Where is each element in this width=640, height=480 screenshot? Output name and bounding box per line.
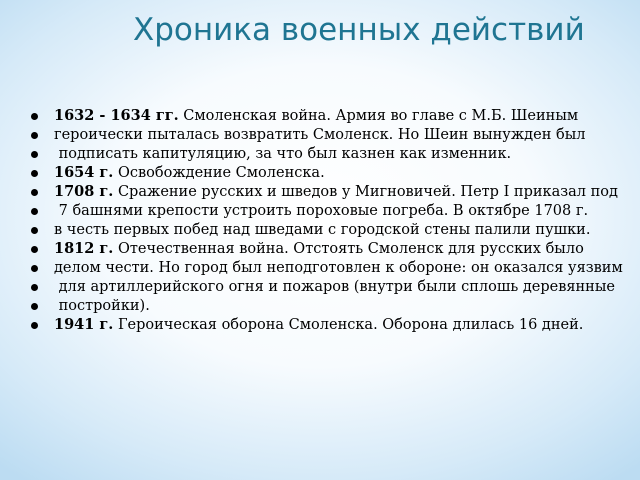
bullet-dot-icon (31, 227, 38, 234)
list-item (0, 202, 628, 220)
list-item-text: 7 башнями крепости устроить пороховые погреба. В октябре 1708 г. (54, 203, 589, 219)
list-item (0, 259, 628, 277)
list-item (0, 316, 628, 334)
list-item-text: подписать капитуляцию, за что был казнен как изменник. (54, 146, 512, 162)
list-item-date: 1941 г. (54, 316, 114, 333)
bullet-dot-icon (31, 208, 38, 215)
list-item (0, 145, 628, 163)
chronicle-list (0, 107, 628, 335)
list-item-text: Сражение русских и шведов у Мигновичей. Петр I приказал под (113, 184, 618, 200)
list-item-text: героически пыталась возвратить Смоленск. Но Шеин вынужден был (54, 127, 586, 143)
slide-title: Хроника военных действий (133, 12, 585, 48)
bullet-dot-icon (31, 265, 38, 272)
bullet-dot-icon (31, 246, 38, 253)
list-item-text: в честь первых побед над шведами с городской стены палили пушки. (54, 222, 591, 238)
bullet-dot-icon (31, 284, 38, 291)
list-item-text: делом чести. Но город был неподготовлен к обороне: он оказался уязвим (54, 260, 623, 276)
list-item-text: Героическая оборона Смоленска. Оборона длилась 16 дней. (113, 317, 584, 333)
list-item (0, 240, 628, 258)
list-item (0, 183, 628, 201)
list-item-date: 1708 г. (54, 183, 114, 200)
list-item-text: Отечественная война. Отстоять Смоленск для русских было (113, 241, 584, 257)
list-item-text: постройки). (54, 298, 150, 314)
list-item-text: Освобождение Смоленска. (113, 165, 325, 181)
bullet-dot-icon (31, 189, 38, 196)
bullet-dot-icon (31, 132, 38, 139)
list-item-date: 1632 - 1634 гг. (54, 107, 179, 124)
list-item (0, 221, 628, 239)
bullet-dot-icon (31, 303, 38, 310)
bullet-dot-icon (31, 151, 38, 158)
bullet-dot-icon (31, 170, 38, 177)
list-item (0, 107, 628, 125)
list-item-text: для артиллерийского огня и пожаров (внутри были сплошь деревянные (54, 279, 615, 295)
bullet-dot-icon (31, 113, 38, 120)
list-item (0, 164, 628, 182)
bullet-dot-icon (31, 322, 38, 329)
list-item-date: 1812 г. (54, 240, 114, 257)
list-item (0, 126, 628, 144)
list-item (0, 297, 628, 315)
list-item (0, 278, 628, 296)
list-item-text: Смоленская война. Армия во главе с М.Б. Шеиным (178, 108, 579, 124)
list-item-date: 1654 г. (54, 164, 114, 181)
